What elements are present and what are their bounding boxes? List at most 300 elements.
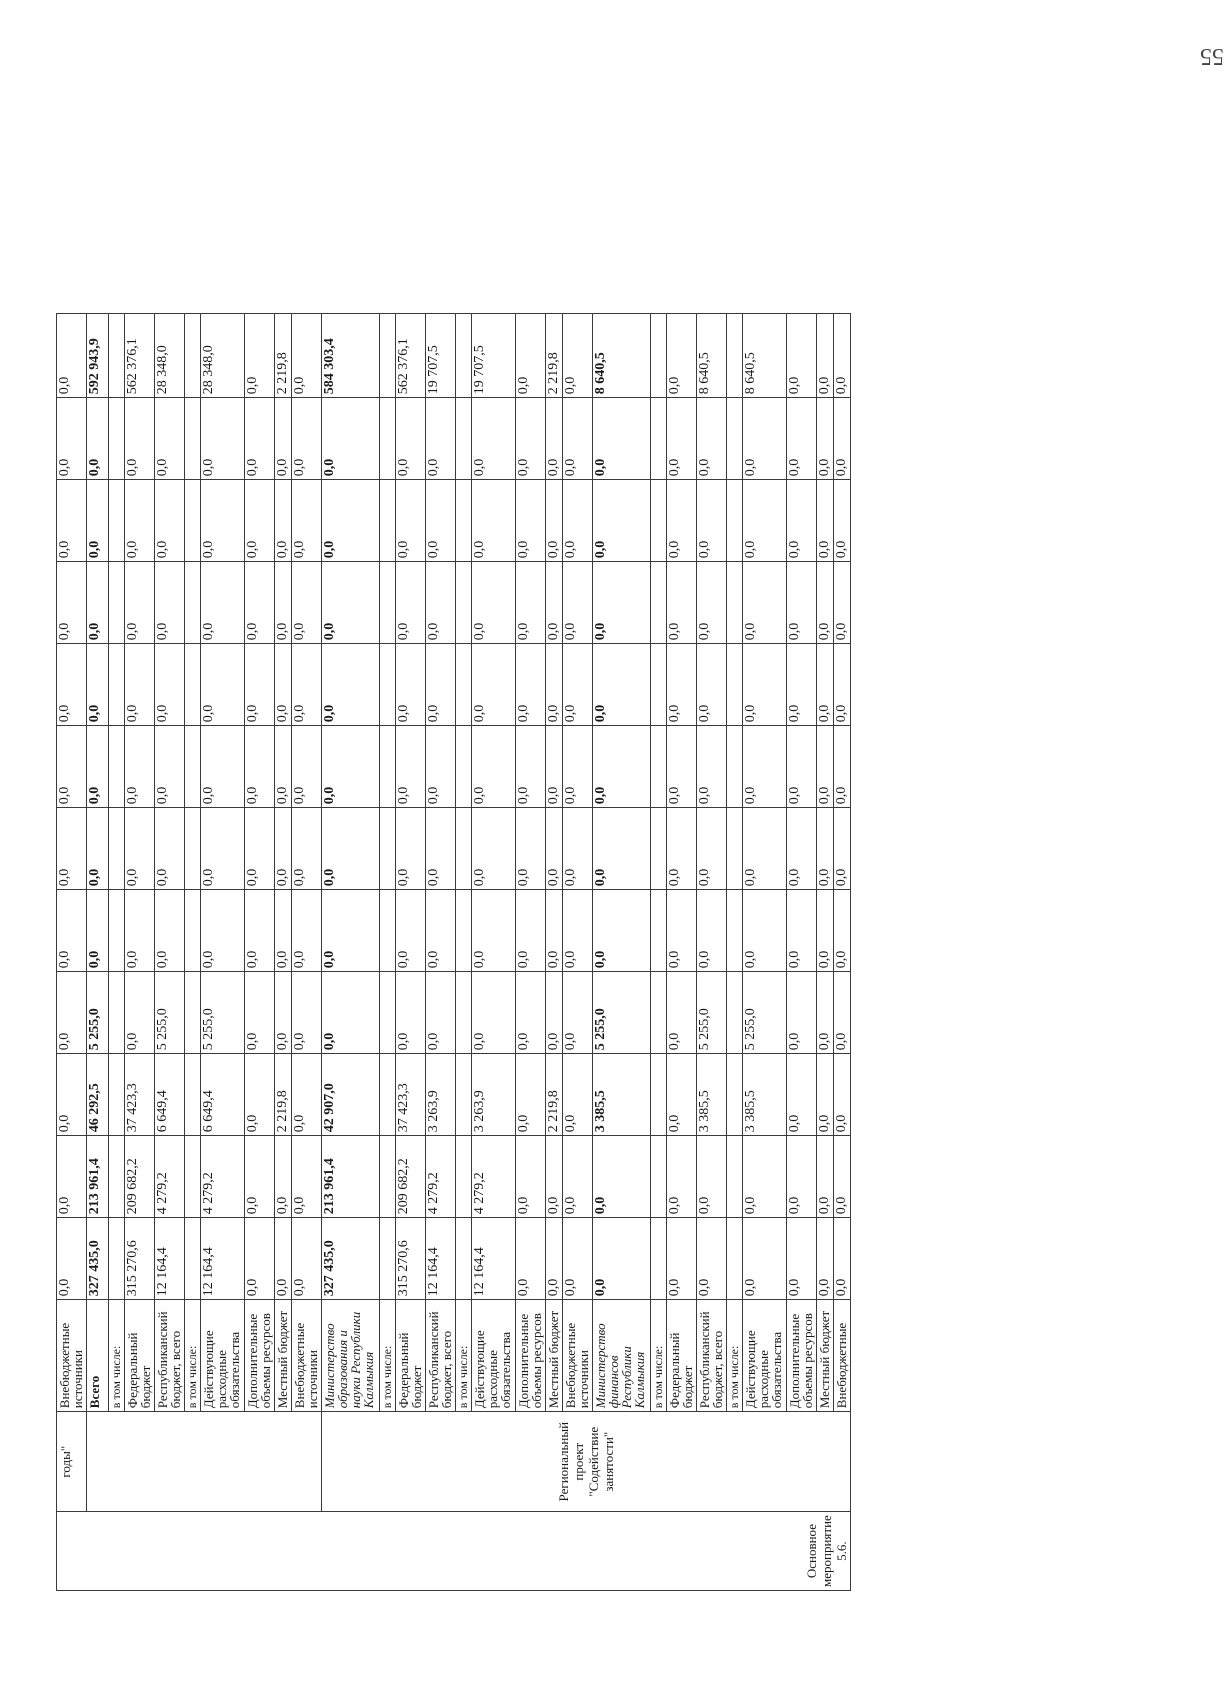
value-cell: 0,0 [563,314,593,398]
table-row [563,314,593,1591]
value-cell: 0,0 [57,562,87,644]
value-cell: 0,0 [426,644,456,726]
value-cell: 0,0 [322,644,380,726]
value-cell: 0,0 [546,480,563,562]
value-cell [380,398,396,480]
value-cell: 0,0 [292,1218,322,1300]
value-cell: 0,0 [516,480,546,562]
value-cell: 0,0 [245,890,275,972]
value-cell [185,398,201,480]
value-cell: 0,0 [817,1218,834,1300]
value-cell: 0,0 [834,890,851,972]
value-cell: 0,0 [472,890,516,972]
value-cell: 2 219,8 [275,1054,292,1136]
table-row [201,314,245,1591]
value-cell: 0,0 [593,480,651,562]
value-cell: 0,0 [546,644,563,726]
value-cell [380,1218,396,1300]
value-cell: 42 907,0 [322,1054,380,1136]
table-row [456,314,472,1591]
table-row [787,314,817,1591]
row-label: в том числе: [109,1300,125,1412]
row-label: Дополнительные объемы ресурсов [516,1300,546,1412]
value-cell: 0,0 [245,1054,275,1136]
value-cell: 0,0 [667,1218,697,1300]
value-cell: 0,0 [245,972,275,1054]
value-cell: 3 385,5 [697,1054,727,1136]
value-cell [185,808,201,890]
value-cell: 0,0 [472,726,516,808]
value-cell: 0,0 [817,314,834,398]
row-label: Министерство образования и науки Республики Калмыкия [322,1300,380,1412]
value-cell: 0,0 [834,1136,851,1218]
row-label: Местный бюджет [275,1300,292,1412]
budget-table [56,313,851,1591]
value-cell: 12 164,4 [426,1218,456,1300]
value-cell: 0,0 [787,480,817,562]
row-label: в том числе: [651,1300,667,1412]
value-cell: 0,0 [667,480,697,562]
value-cell: 12 164,4 [201,1218,245,1300]
row-label: Внебюджетные источники [292,1300,322,1412]
value-cell: 0,0 [275,726,292,808]
value-cell: 46 292,5 [87,1054,109,1136]
value-cell: 0,0 [563,808,593,890]
row-label: в том числе: [456,1300,472,1412]
value-cell [380,726,396,808]
page-number: 55 [1200,43,1224,69]
value-cell: 0,0 [787,972,817,1054]
table-row [743,314,787,1591]
value-cell: 0,0 [155,726,185,808]
value-cell: 0,0 [834,398,851,480]
value-cell: 0,0 [125,480,155,562]
value-cell: 0,0 [667,1136,697,1218]
value-cell: 0,0 [472,972,516,1054]
value-cell: 0,0 [155,562,185,644]
value-cell [109,562,125,644]
value-cell [456,890,472,972]
value-cell: 0,0 [593,808,651,890]
value-cell [727,644,743,726]
value-cell: 0,0 [546,972,563,1054]
value-cell: 28 348,0 [201,314,245,398]
value-cell: 0,0 [817,890,834,972]
value-cell: 0,0 [396,726,426,808]
value-cell [727,398,743,480]
value-cell: 0,0 [472,644,516,726]
value-cell: 0,0 [472,562,516,644]
value-cell: 0,0 [593,398,651,480]
value-cell: 0,0 [322,890,380,972]
value-cell: 0,0 [292,1136,322,1218]
value-cell: 0,0 [426,972,456,1054]
value-cell: 213 961,4 [87,1136,109,1218]
value-cell: 0,0 [125,726,155,808]
value-cell: 0,0 [563,890,593,972]
value-cell: 0,0 [57,1054,87,1136]
value-cell: 0,0 [593,1136,651,1218]
value-cell: 0,0 [125,644,155,726]
value-cell: 2 219,8 [275,314,292,398]
value-cell: 0,0 [245,314,275,398]
value-cell [380,314,396,398]
value-cell: 0,0 [817,644,834,726]
value-cell: 0,0 [563,562,593,644]
row-label: Министерство финансов Республики Калмыкия [593,1300,651,1412]
value-cell: 0,0 [834,726,851,808]
value-cell [651,398,667,480]
value-cell [380,972,396,1054]
value-cell [727,480,743,562]
value-cell: 5 255,0 [697,972,727,1054]
value-cell [109,1054,125,1136]
value-cell [185,480,201,562]
value-cell [727,1136,743,1218]
table-row [727,314,743,1591]
value-cell: 327 435,0 [322,1218,380,1300]
value-cell [185,314,201,398]
value-cell: 0,0 [817,1136,834,1218]
value-cell: 0,0 [472,398,516,480]
value-cell: 4 279,2 [201,1136,245,1218]
value-cell [456,644,472,726]
value-cell: 0,0 [546,808,563,890]
value-cell [651,1136,667,1218]
value-cell: 0,0 [125,972,155,1054]
row-label: Федеральный бюджет [396,1300,426,1412]
value-cell: 0,0 [57,480,87,562]
value-cell: 327 435,0 [87,1218,109,1300]
table-row [57,314,87,1591]
value-cell: 0,0 [817,726,834,808]
value-cell: 0,0 [516,890,546,972]
value-cell [727,890,743,972]
value-cell: 0,0 [87,398,109,480]
value-cell: 0,0 [292,726,322,808]
value-cell: 0,0 [245,480,275,562]
value-cell: 0,0 [516,562,546,644]
value-cell: 0,0 [593,644,651,726]
value-cell [727,808,743,890]
value-cell: 0,0 [743,644,787,726]
value-cell: 0,0 [292,1054,322,1136]
row-label: Внебюджетные [834,1300,851,1412]
value-cell: 562 376,1 [125,314,155,398]
value-cell: 0,0 [275,972,292,1054]
value-cell: 0,0 [516,1054,546,1136]
value-cell: 0,0 [563,1136,593,1218]
value-cell: 37 423,3 [125,1054,155,1136]
value-cell: 0,0 [834,480,851,562]
value-cell: 8 640,5 [743,314,787,398]
row-label: Местный бюджет [817,1300,834,1412]
value-cell: 3 263,9 [426,1054,456,1136]
value-cell: 0,0 [593,562,651,644]
value-cell: 562 376,1 [396,314,426,398]
value-cell [380,808,396,890]
table-row [275,314,292,1591]
value-cell: 0,0 [563,726,593,808]
value-cell: 0,0 [516,398,546,480]
value-cell: 8 640,5 [593,314,651,398]
empty-cell [87,1412,322,1512]
value-cell: 592 943,9 [87,314,109,398]
table-row [109,314,125,1591]
value-cell: 5 255,0 [593,972,651,1054]
value-cell: 19 707,5 [472,314,516,398]
table-row [380,314,396,1591]
value-cell: 5 255,0 [155,972,185,1054]
value-cell [456,808,472,890]
value-cell: 6 649,4 [155,1054,185,1136]
value-cell: 0,0 [292,890,322,972]
value-cell [185,644,201,726]
value-cell: 0,0 [396,480,426,562]
value-cell: 0,0 [245,1136,275,1218]
value-cell [185,972,201,1054]
row-label: Республиканский бюджет, всего [426,1300,456,1412]
table-row [426,314,456,1591]
value-cell [727,1054,743,1136]
value-cell: 0,0 [57,726,87,808]
row-label: в том числе: [185,1300,201,1412]
table-row [245,314,275,1591]
value-cell [651,1218,667,1300]
row-label: Действующие расходные обязательства [201,1300,245,1412]
row-label: Всего [87,1300,109,1412]
value-cell: 0,0 [787,890,817,972]
value-cell: 0,0 [57,808,87,890]
value-cell: 0,0 [275,398,292,480]
value-cell: 4 279,2 [472,1136,516,1218]
value-cell: 0,0 [87,644,109,726]
value-cell: 12 164,4 [155,1218,185,1300]
value-cell: 28 348,0 [155,314,185,398]
value-cell [456,1218,472,1300]
value-cell [456,398,472,480]
value-cell: 0,0 [57,314,87,398]
table-row [593,314,651,1591]
row-label: Дополнительные объемы ресурсов [787,1300,817,1412]
table-row [322,314,380,1591]
value-cell: 0,0 [396,972,426,1054]
value-cell: 0,0 [834,808,851,890]
value-cell: 0,0 [787,1054,817,1136]
row-label: Федеральный бюджет [667,1300,697,1412]
value-cell [727,314,743,398]
value-cell: 0,0 [322,972,380,1054]
table-row [396,314,426,1591]
value-cell [651,314,667,398]
value-cell: 0,0 [516,972,546,1054]
value-cell [727,726,743,808]
value-cell: 0,0 [546,398,563,480]
value-cell: 0,0 [817,562,834,644]
value-cell: 0,0 [667,314,697,398]
value-cell: 0,0 [697,480,727,562]
value-cell: 0,0 [516,726,546,808]
value-cell: 0,0 [87,808,109,890]
value-cell: 0,0 [834,562,851,644]
value-cell: 0,0 [834,1054,851,1136]
value-cell [109,1136,125,1218]
value-cell: 4 279,2 [426,1136,456,1218]
row-label: Действующие расходные обязательства [472,1300,516,1412]
value-cell: 0,0 [275,808,292,890]
value-cell [380,890,396,972]
value-cell: 0,0 [743,1218,787,1300]
value-cell: 0,0 [697,1136,727,1218]
value-cell: 0,0 [472,808,516,890]
value-cell [185,562,201,644]
value-cell [109,644,125,726]
value-cell: 0,0 [245,1218,275,1300]
value-cell: 0,0 [57,1218,87,1300]
value-cell [380,1054,396,1136]
value-cell: 0,0 [834,314,851,398]
value-cell: 5 255,0 [201,972,245,1054]
value-cell [109,480,125,562]
value-cell [727,1218,743,1300]
value-cell: 0,0 [201,562,245,644]
value-cell [456,1054,472,1136]
value-cell: 0,0 [245,726,275,808]
value-cell: 0,0 [292,644,322,726]
value-cell: 0,0 [787,398,817,480]
value-cell: 315 270,6 [125,1218,155,1300]
row-label: Республиканский бюджет, всего [697,1300,727,1412]
value-cell: 0,0 [275,644,292,726]
value-cell: 0,0 [834,644,851,726]
value-cell: 0,0 [292,972,322,1054]
value-cell: 0,0 [472,480,516,562]
value-cell: 0,0 [426,808,456,890]
value-cell: 0,0 [201,890,245,972]
value-cell: 0,0 [155,644,185,726]
value-cell: 0,0 [593,726,651,808]
value-cell: 5 255,0 [743,972,787,1054]
value-cell [456,314,472,398]
table-row [516,314,546,1591]
value-cell: 0,0 [322,726,380,808]
value-cell: 0,0 [275,1218,292,1300]
value-cell: 0,0 [245,562,275,644]
value-cell: 19 707,5 [426,314,456,398]
value-cell: 0,0 [87,480,109,562]
value-cell: 0,0 [563,480,593,562]
value-cell: 0,0 [275,1136,292,1218]
value-cell [109,726,125,808]
value-cell: 0,0 [667,398,697,480]
value-cell: 0,0 [292,480,322,562]
value-cell: 0,0 [563,398,593,480]
value-cell: 3 385,5 [743,1054,787,1136]
value-cell: 0,0 [743,398,787,480]
row-label: Республиканский бюджет, всего [155,1300,185,1412]
value-cell: 0,0 [563,972,593,1054]
value-cell [109,398,125,480]
value-cell: 0,0 [516,808,546,890]
value-cell [380,562,396,644]
value-cell: 0,0 [396,890,426,972]
value-cell: 0,0 [563,1218,593,1300]
value-cell: 0,0 [563,644,593,726]
value-cell [651,562,667,644]
value-cell: 0,0 [57,398,87,480]
value-cell [185,726,201,808]
table-row [697,314,727,1591]
table-row [87,314,109,1591]
value-cell: 0,0 [322,808,380,890]
value-cell [651,972,667,1054]
value-cell [651,890,667,972]
value-cell: 0,0 [57,644,87,726]
value-cell: 0,0 [155,890,185,972]
value-cell [651,644,667,726]
row-label: Внебюджетные источники [563,1300,593,1412]
table-row [834,314,851,1591]
value-cell: 0,0 [697,890,727,972]
value-cell: 0,0 [697,1218,727,1300]
value-cell [185,1136,201,1218]
value-cell: 0,0 [546,1136,563,1218]
value-cell: 0,0 [743,726,787,808]
value-cell: 0,0 [396,808,426,890]
value-cell [456,972,472,1054]
value-cell [185,1218,201,1300]
value-cell: 12 164,4 [472,1218,516,1300]
value-cell: 0,0 [245,808,275,890]
value-cell: 0,0 [787,562,817,644]
value-cell [456,562,472,644]
value-cell [651,1054,667,1136]
value-cell: 0,0 [275,890,292,972]
value-cell: 0,0 [787,644,817,726]
table-row [817,314,834,1591]
value-cell: 0,0 [201,808,245,890]
value-cell: 0,0 [787,726,817,808]
value-cell: 0,0 [426,890,456,972]
value-cell: 0,0 [516,644,546,726]
value-cell: 0,0 [87,890,109,972]
value-cell: 0,0 [245,398,275,480]
value-cell: 0,0 [593,890,651,972]
value-cell: 0,0 [817,398,834,480]
value-cell: 0,0 [667,562,697,644]
value-cell [651,808,667,890]
value-cell: 0,0 [787,314,817,398]
table-row [125,314,155,1591]
value-cell: 209 682,2 [396,1136,426,1218]
value-cell: 0,0 [667,1054,697,1136]
value-cell [109,972,125,1054]
value-cell: 0,0 [667,726,697,808]
value-cell: 5 255,0 [87,972,109,1054]
value-cell: 0,0 [516,314,546,398]
value-cell: 0,0 [201,726,245,808]
table-row [292,314,322,1591]
row-label: Внебюджетные источники [57,1300,87,1412]
value-cell: 0,0 [667,890,697,972]
value-cell: 0,0 [667,972,697,1054]
value-cell: 0,0 [275,562,292,644]
value-cell: 0,0 [516,1136,546,1218]
value-cell [380,480,396,562]
value-cell: 0,0 [57,972,87,1054]
value-cell: 0,0 [426,398,456,480]
value-cell: 0,0 [57,890,87,972]
